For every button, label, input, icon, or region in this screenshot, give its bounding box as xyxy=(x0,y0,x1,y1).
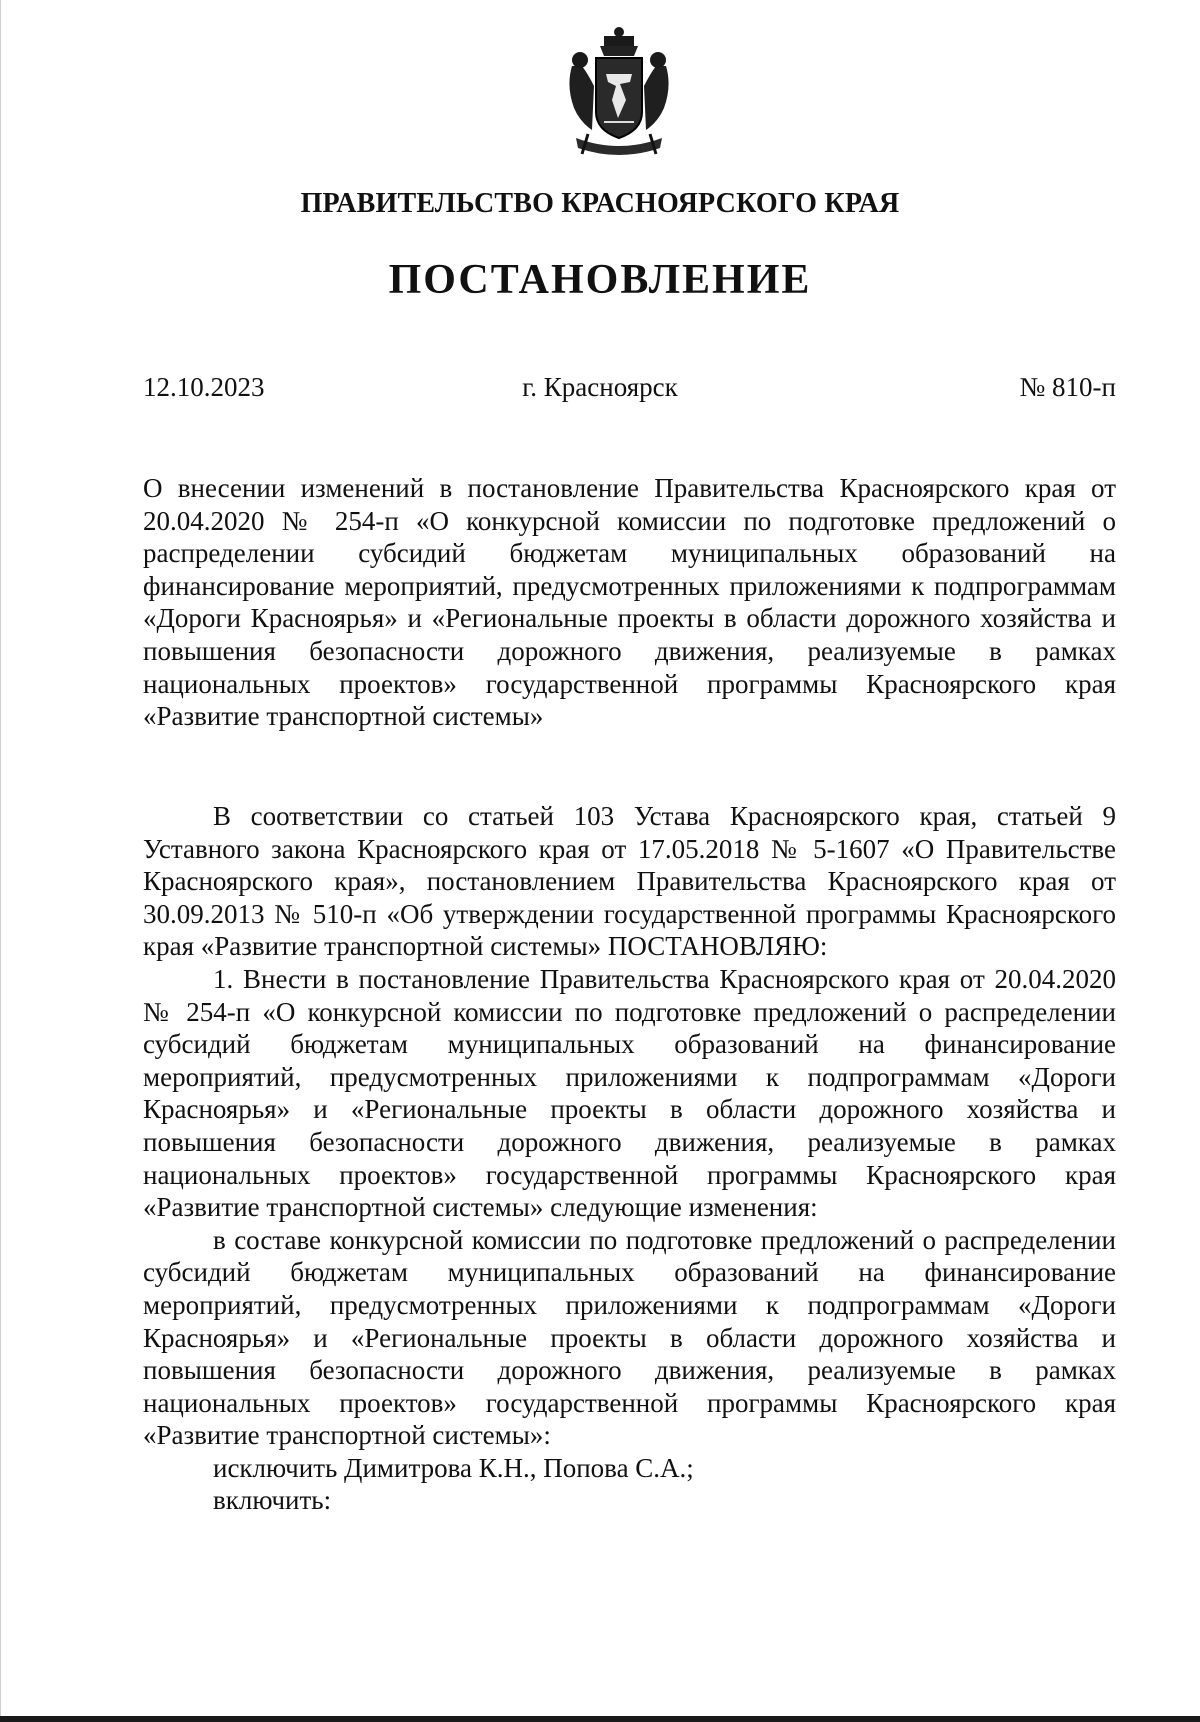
subitem-paragraph: в составе конкурсной комиссии по подготовке предложений о распределении субсидий бюджетам муниципальных образований на финансирование мероприятий, предусмотренных приложениями к подпрограммам «Дороги Красноярья» и «Региональные проекты в области дорожного хозяйства и повышения безопасности дорожного движения, реализуемые в рамках национальных проектов» государственной программы Красноярского края «Развитие транспортной системы»: xyxy=(143,1224,1116,1451)
scan-edge-bottom xyxy=(0,1716,1200,1722)
item-1-paragraph: 1. Внести в постановление Правительства Красноярского края от 20.04.2020 № 254-п «О конкурсной комиссии по подготовке предложений о распределении субсидий бюджетам муниципальных образований на финансирование мероприятий, предусмотренных приложениями к подпрограммам «Дороги Красноярья» и «Региональные проекты в области дорожного хозяйства и повышения безопасности дорожного движения, реализуемые в рамках национальных проектов» государственной программы Красноярского края «Развитие транспортной системы» следующие изменения: xyxy=(143,963,1116,1223)
preamble-paragraph: В соответствии со статьей 103 Устава Красноярского края, статьей 9 Уставного закона Красноярского края от 17.05.2018 № 5-1607 «О Правительстве Красноярского края», постановлением Правительства Красноярского края от 30.09.2013 № 510-п «Об утверждении государственной программы Красноярского края «Развитие транспортной системы» ПОСТАНОВЛЯЮ: xyxy=(143,801,1116,962)
document-body xyxy=(143,800,1116,1517)
document-city: г. Красноярск xyxy=(522,372,678,402)
organization-name: ПРАВИТЕЛЬСТВО КРАСНОЯРСКОГО КРАЯ xyxy=(300,188,900,219)
exclude-line: исключить Димитрова К.Н., Попова С.А.; xyxy=(213,1452,694,1483)
document-title-text: О внесении изменений в постановление Правительства Красноярского края от 20.04.2020 № 254-п «О конкурсной комиссии по подготовке предложений о распределении субсидий бюджетам муниципальных образований на финансирование мероприятий, предусмотренных приложениями к подпрограммам «Дороги Красноярья» и «Региональные проекты в области дорожного хозяйства и повышения безопасности дорожного движения, реализуемые в рамках национальных проектов» государственной программы Красноярского края «Развитие транспортной системы» xyxy=(143,473,1116,732)
document-date: 12.10.2023 xyxy=(143,372,265,402)
coat-of-arms-icon xyxy=(560,26,678,160)
include-line: включить: xyxy=(213,1485,332,1516)
document-title xyxy=(143,472,1116,733)
document-number: № 810-п xyxy=(1019,372,1116,402)
document-type: ПОСТАНОВЛЕНИЕ xyxy=(388,257,812,303)
